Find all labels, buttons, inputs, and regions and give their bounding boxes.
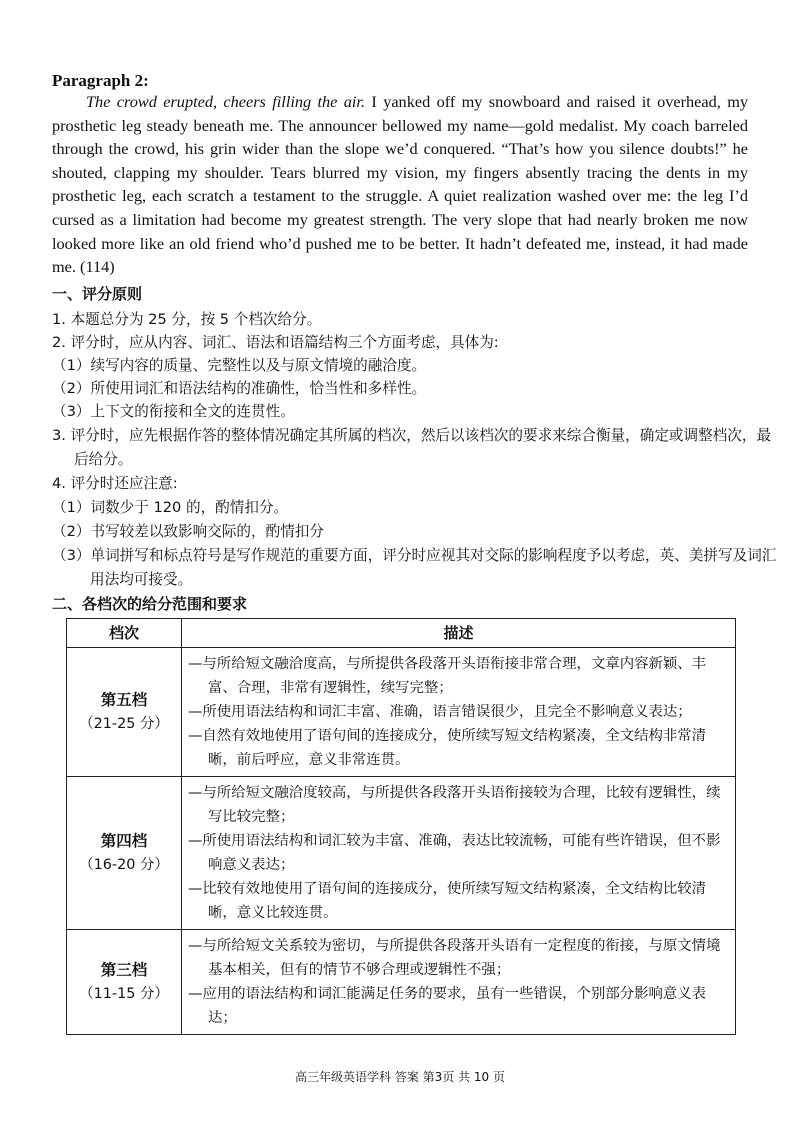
description-item: —与所给短文关系较为密切，与所提供各段落开头语有一定程度的衔接，与原文情境基本相关，但有的情节不够合理或逻辑性不强； — [188, 938, 721, 978]
header-level: 档次 — [67, 619, 182, 648]
table-row — [67, 930, 736, 1035]
principle-4-sub-3: （3）单词拼写和标点符号是写作规范的重要方面，评分时应视其对交际的影响程度予以考虑，英、美拼写及词汇用法均可接受。 — [52, 547, 777, 588]
levels-title: 二、各档次的给分范围和要求 — [52, 595, 248, 613]
level-name: 第三档 — [100, 961, 148, 979]
description-item: —与所给短文融洽度较高，与所提供各段落开头语衔接较为合理，比较有逻辑性，续写比较完整； — [188, 785, 721, 825]
model-paragraph — [52, 90, 748, 279]
description-item: —所使用语法结构和词汇较为丰富、准确，表达比较流畅，可能有些许错误，但不影响意义表达； — [188, 833, 721, 873]
description-cell — [182, 777, 736, 930]
principle-4-sub-1: （1）词数少于 120 的，酌情扣分。 — [52, 499, 289, 516]
description-item: —与所给短文融洽度高，与所提供各段落开头语衔接非常合理，文章内容新颖、丰富、合理，非常有逻辑性，续写完整； — [188, 656, 707, 696]
level-range: （21-25 分） — [79, 716, 169, 732]
principles-title: 一、评分原则 — [52, 285, 143, 303]
grading-levels-table — [66, 618, 736, 1035]
level-name: 第五档 — [100, 691, 148, 709]
description-item: —应用的语法结构和词汇能满足任务的要求，虽有一些错误，个别部分影响意义表达； — [188, 986, 707, 1026]
header-description: 描述 — [182, 619, 736, 648]
description-cell — [182, 648, 736, 777]
principle-3: 3. 评分时，应先根据作答的整体情况确定其所属的档次，然后以该档次的要求来综合衡量，确定或调整档次，最后给分。 — [52, 427, 772, 468]
table-row — [67, 777, 736, 930]
level-cell — [67, 930, 182, 1035]
description-cell — [182, 930, 736, 1035]
paragraph-heading: Paragraph 2: — [52, 71, 149, 90]
principle-2: 2. 评分时，应从内容、词汇、语法和语篇结构三个方面考虑，具体为: — [52, 334, 499, 351]
description-item: —自然有效地使用了语句间的连接成分，使所续写短文结构紧凑，全文结构非常清晰，前后呼应，意义非常连贯。 — [188, 728, 707, 768]
principle-4-sub-2: （2）书写较差以致影响交际的，酌情扣分 — [52, 523, 324, 540]
level-name: 第四档 — [100, 832, 148, 850]
table-row — [67, 648, 736, 777]
principle-2-sub-1: （1）续写内容的质量、完整性以及与原文情境的融洽度。 — [52, 357, 427, 374]
principle-2-sub-3: （3）上下文的衔接和全文的连贯性。 — [52, 403, 295, 420]
principle-2-sub-2: （2）所使用词汇和语法结构的准确性，恰当性和多样性。 — [52, 380, 427, 397]
level-cell — [67, 648, 182, 777]
description-item: —比较有效地使用了语句间的连接成分，使所续写短文结构紧凑，全文结构比较清晰，意义比较连贯。 — [188, 881, 707, 921]
principle-4: 4. 评分时还应注意: — [52, 475, 178, 492]
description-item: —所使用语法结构和词汇丰富、准确，语言错误很少，且完全不影响意义表达； — [188, 704, 692, 720]
principle-1: 1. 本题总分为 25 分，按 5 个档次给分。 — [52, 311, 322, 328]
level-range: （11-15 分） — [79, 986, 169, 1002]
table-header-row — [67, 619, 736, 648]
level-cell — [67, 777, 182, 930]
paragraph-intro: The crowd erupted, cheers filling the air. — [86, 92, 366, 111]
page-footer: 高三年级英语学科 答案 第3页 共 10 页 — [295, 1070, 505, 1084]
level-range: （16-20 分） — [79, 857, 169, 873]
paragraph-body: I yanked off my snowboard and raised it overhead, my prosthetic leg steady beneath me. The announcer bellowed my name—gold medalist. My coach barreled through the crowd, his grin wider than the slope we’d conquered. “That’s how you silence doubts!” he shouted, clapping my shoulder. Tears blurred my vision, my fingers absently tracing the dents in my prosthetic leg, each scratch a testament to the struggle. A quiet realization washed over me: the leg I’d cursed as a limitation had become my greatest strength. The very slope that had nearly broken me now looked more like an old friend who’d pushed me to be better. It hadn’t defeated me, instead, it had made me. (114) — [52, 92, 748, 277]
